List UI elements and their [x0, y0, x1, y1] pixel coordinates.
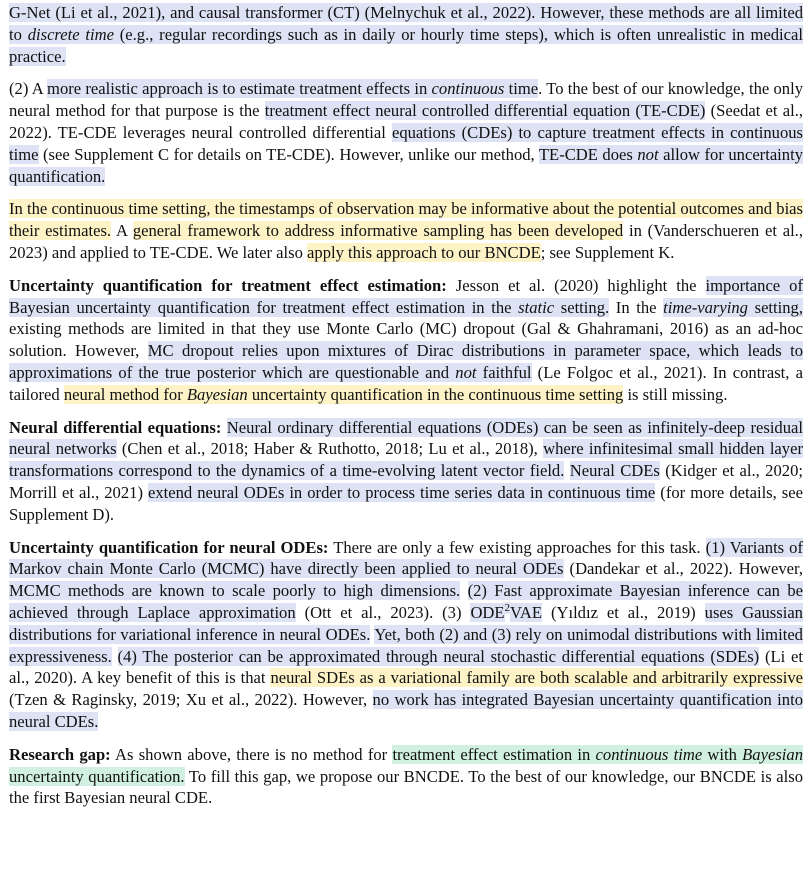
highlight-blue: Yet, both (2) and (3) rely on unimodal distributions with limited expressiveness.	[9, 624, 803, 666]
highlight-green: with	[702, 744, 743, 764]
text-run: (2) A	[9, 79, 48, 99]
highlight-blue: TE-CDE does	[538, 144, 638, 164]
text-run	[564, 461, 569, 480]
highlight-yellow: uncertainty quantification in the continuous time setting	[247, 384, 624, 404]
highlight-blue: MCMC methods are known to scale poorly to high dimensions.	[9, 581, 461, 601]
highlight-blue: no work has integrated Bayesian uncertainty quantification into neural CDEs.	[9, 690, 803, 731]
highlight-blue: not	[455, 362, 477, 382]
highlight-blue: (2) Fast approximate Bayesian inference can be achieved through Laplace approximation	[9, 581, 803, 622]
highlight-blue: treatment effect neural controlled differential equation (TE-CDE)	[264, 101, 706, 121]
text-run	[221, 418, 226, 437]
highlight-blue: static	[518, 297, 555, 317]
text-run: There are only a few existing approaches for this task.	[328, 537, 706, 557]
text-run: (Le Folgoc et al., 2021). In contrast, a tailored	[9, 362, 803, 404]
highlight-blue: Neural ordinary differential equations (ODEs) can be seen as infinitely-deep residual neural networks	[9, 417, 804, 459]
text-run: (Li et al., 2020). A key benefit of this is that	[9, 646, 803, 688]
highlight-yellow: general framework to address informative sampling has been developed	[132, 221, 624, 241]
highlight-blue: faithful	[476, 362, 532, 382]
text-run: ; see Supplement K.	[540, 242, 675, 262]
paragraph-continuous-time	[9, 78, 803, 187]
highlight-green: uncertainty quantification.	[9, 766, 185, 786]
highlight-green: Bayesian	[742, 744, 803, 764]
highlight-blue: extend neural ODEs in order to process time series data in continuous time	[148, 482, 656, 502]
highlight-yellow: In the continuous time setting, the timestamps of observation may be informative about the potential outcomes and bias their estimates.	[9, 199, 803, 241]
text-run: (for more details, see Supplement D).	[9, 482, 803, 524]
highlight-blue: Neural CDEs	[569, 461, 660, 481]
text-run: (Tzen & Raginsky, 2019; Xu et al., 2022). However,	[9, 690, 373, 710]
highlight-blue: (4) The posterior can be approximated through neural stochastic differential equations (SDEs)	[117, 646, 760, 666]
paragraph-informative-sampling	[9, 198, 803, 263]
highlight-blue: setting,	[747, 297, 804, 317]
paragraph-heading: Neural differential equations:	[9, 417, 222, 437]
highlight-blue: setting.	[554, 297, 610, 317]
text-run: To fill this gap, we propose our BNCDE. To the best of our knowledge, our BNCDE is also the first Bayesian neural CDE.	[9, 766, 804, 808]
highlight-yellow: neural method for	[63, 384, 187, 404]
highlight-blue: (1) Variants of Markov chain Monte Carlo (MCMC) have directly been applied to neural ODEs	[9, 537, 803, 579]
text-run: is still missing.	[623, 384, 728, 404]
highlight-blue: not	[637, 144, 659, 164]
paragraph-uq-treatment-effects	[9, 275, 803, 406]
text-run: (Chen et al., 2018; Haber & Ruthotto, 2018; Lu et al., 2018),	[116, 439, 544, 459]
highlight-yellow: neural SDEs as a variational family are both scalable and arbitrarily expressive	[270, 668, 803, 688]
highlight-blue: more realistic approach is to estimate treatment effects in	[47, 79, 432, 99]
text-run: existing methods are limited in that they use Monte Carlo (MC) dropout (Gal & Ghahramani, 2016) as an ad-hoc solution. However,	[9, 319, 803, 361]
paragraph-neural-differential-equations	[9, 417, 803, 526]
highlight-blue: (e.g., regular recordings such as in daily or hourly time steps), which is often unrealistic in medical practice.	[9, 24, 803, 66]
text-run: (see Supplement C for details on TE-CDE). However, unlike our method,	[38, 144, 539, 164]
paragraph-research-gap	[9, 744, 803, 809]
text-run: (Kidger et al., 2020; Morrill et al., 2021)	[9, 461, 803, 502]
text-run: As shown above, there is no method for	[110, 744, 393, 764]
highlight-green: treatment effect estimation in	[392, 744, 596, 764]
text-run: (Dandekar et al., 2022). However,	[563, 559, 803, 579]
highlight-blue: importance of Bayesian uncertainty quantification for treatment effect estimation in the	[9, 275, 803, 317]
highlight-blue: VAE	[510, 602, 543, 622]
highlight-blue: equations (CDEs) to capture treatment effects in continuous time	[9, 122, 803, 164]
highlight-blue: ODE	[470, 602, 505, 622]
text-run	[460, 581, 467, 600]
paragraph-heading: Research gap:	[9, 744, 111, 764]
paragraph-heading: Uncertainty quantification for neural ODEs:	[9, 537, 329, 557]
highlight-blue: 2	[504, 602, 511, 615]
highlight-blue: time	[504, 79, 539, 99]
highlight-blue: where infinitesimal small hidden layer transformations correspond to the dynamics of a time-evolving latent vector field.	[9, 439, 803, 481]
text-run: (Ott et al., 2023). (3)	[295, 602, 471, 622]
highlight-blue: MC dropout relies upon mixtures of Dirac distributions in parameter space, which leads to approximations of the true posterior which are questionable and	[9, 341, 803, 382]
text-run	[112, 647, 118, 666]
paper-body	[9, 2, 803, 820]
highlight-blue: G-Net (Li et al., 2021), and causal transformer (CT) (Melnychuk et al., 2022). However, these methods are all limited to	[9, 3, 803, 44]
highlight-blue: continuous	[431, 79, 505, 99]
highlight-blue: discrete time	[27, 24, 114, 44]
paragraph-heading: Uncertainty quantification for treatment effect estimation:	[9, 275, 447, 295]
highlight-yellow: apply this approach to our BNCDE	[307, 242, 541, 262]
highlight-blue: time-varying	[663, 297, 748, 317]
text-run: (Seedat et al., 2022). TE-CDE leverages neural controlled differential	[9, 101, 803, 142]
text-run: in (Vanderschueren et al., 2023) and applied to TE-CDE. We later also	[9, 221, 803, 262]
paragraph-related-work-discrete-time	[9, 2, 803, 67]
highlight-blue: allow for uncertainty quantification.	[9, 144, 804, 186]
text-run: . To the best of our knowledge, the only neural method for that purpose is the	[9, 79, 803, 121]
highlight-green: continuous time	[595, 744, 703, 764]
text-run: (Yıldız et al., 2019)	[542, 602, 705, 622]
highlight-blue: uses Gaussian distributions for variational inference in neural ODEs.	[9, 602, 803, 644]
paragraph-uq-neural-odes	[9, 537, 803, 733]
text-run: A	[111, 221, 133, 241]
text-run: In the	[609, 297, 664, 317]
text-run: Jesson et al. (2020) highlight the	[446, 275, 706, 295]
highlight-yellow: Bayesian	[186, 384, 248, 404]
